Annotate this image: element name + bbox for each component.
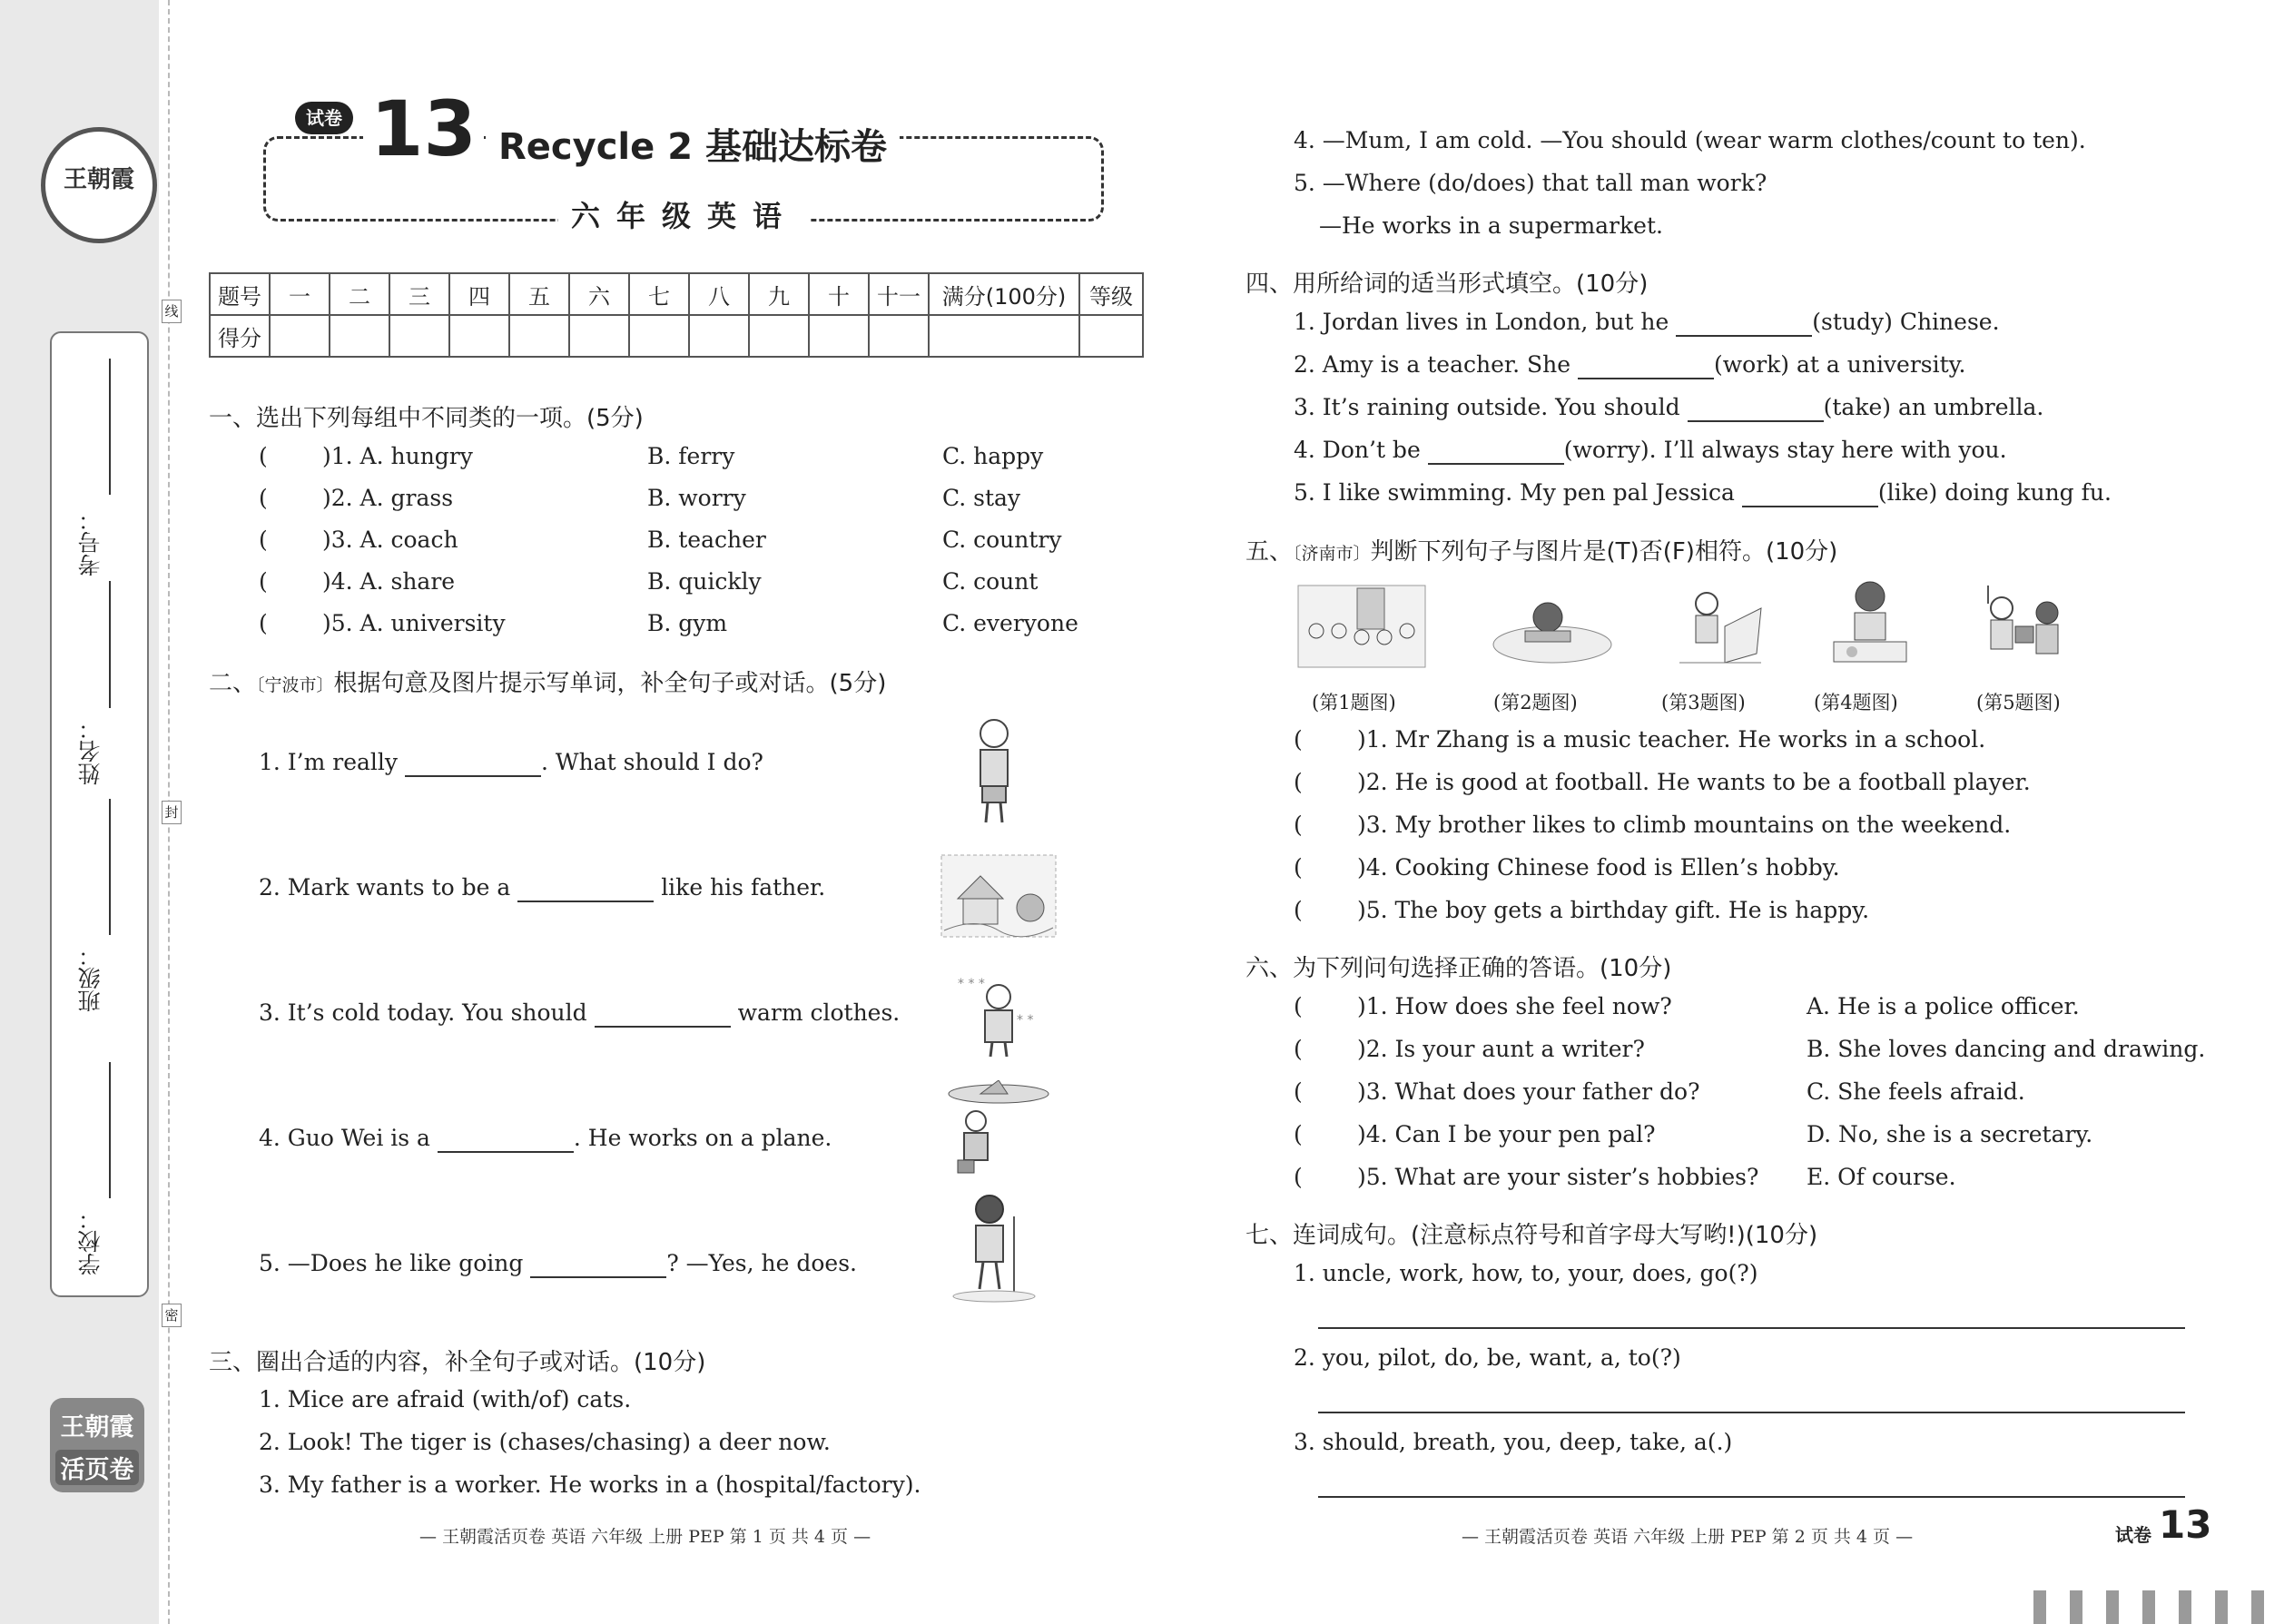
score-header-cell: 七 xyxy=(629,273,689,315)
s5-picture-5 xyxy=(1970,576,2079,672)
section-6-title: 六、为下列问句选择正确的答语。(10分) xyxy=(1245,955,1672,982)
score-cell[interactable] xyxy=(569,315,629,357)
score-cell[interactable] xyxy=(689,315,749,357)
s6-paren[interactable]: ( xyxy=(1294,993,1303,1019)
s5-picture-1 xyxy=(1294,581,1430,672)
s5-caption: (第4题图) xyxy=(1814,692,1898,714)
s5-caption: (第2题图) xyxy=(1493,692,1578,714)
s1-item-a: )5. A. university xyxy=(322,610,506,636)
s6-question: )2. Is your aunt a writer? xyxy=(1357,1036,1645,1062)
footer-right: — 王朝霞活页卷 英语 六年级 上册 PEP 第 2 页 共 4 页 — xyxy=(1462,1527,1914,1547)
s3-item: 5. —Where (do/does) that tall man work? xyxy=(1294,170,1767,196)
s1-item-c: C. everyone xyxy=(942,610,1078,636)
s1-item-a: )1. A. hungry xyxy=(322,443,473,469)
s6-answer: C. She feels afraid. xyxy=(1807,1078,2025,1105)
s4-item xyxy=(1294,394,2043,422)
svg-text:* * *: * * * xyxy=(958,977,985,991)
region-tag: 〔济南市〕 xyxy=(1293,544,1371,564)
section-7-title: 七、连词成句。(注意标点符号和首字母大写哟!)(10分) xyxy=(1245,1222,1818,1249)
s5-paren[interactable]: ( xyxy=(1294,854,1303,881)
stripe xyxy=(2142,1590,2155,1624)
score-header-cell: 等级 xyxy=(1079,273,1143,315)
score-header-cell: 满分(100分) xyxy=(929,273,1079,315)
s3-item: 1. Mice are afraid (with/of) cats. xyxy=(259,1386,632,1412)
stripe xyxy=(2070,1590,2082,1624)
s5-picture-2 xyxy=(1489,586,1616,667)
s2-item-4 xyxy=(259,1125,832,1153)
illustration-farm xyxy=(940,853,1058,940)
student-info-box xyxy=(50,331,149,1297)
s1-item-b: B. ferry xyxy=(647,443,735,469)
s5-caption: (第3题图) xyxy=(1661,692,1746,714)
score-header-cell: 三 xyxy=(389,273,449,315)
s2-blank[interactable] xyxy=(595,999,731,1028)
score-cell[interactable] xyxy=(929,315,1079,357)
exam-number-label: 考号： xyxy=(77,508,103,576)
s1-item-c: C. country xyxy=(942,527,1062,553)
name-label: 姓名： xyxy=(77,717,103,785)
s5-paren[interactable]: ( xyxy=(1294,726,1303,753)
s5-item: )5. The boy gets a birthday gift. He is happy. xyxy=(1357,897,1870,923)
s1-item-b: B. gym xyxy=(647,610,728,636)
s5-picture-4 xyxy=(1820,576,1920,672)
s6-question: )5. What are your sister’s hobbies? xyxy=(1357,1164,1759,1190)
exam-number-field[interactable] xyxy=(109,359,111,495)
s4-pre: 1. Jordan lives in London, but he xyxy=(1294,309,1669,335)
s4-pre: 2. Amy is a teacher. She xyxy=(1294,351,1571,378)
s5-caption: (第1题图) xyxy=(1312,692,1396,714)
s2-item-3 xyxy=(259,999,900,1028)
s1-item-b: B. quickly xyxy=(647,568,762,595)
score-header-cell: 五 xyxy=(509,273,569,315)
s2-blank[interactable] xyxy=(530,1250,666,1278)
s2-post: . He works on a plane. xyxy=(573,1125,832,1151)
score-header-cell: 九 xyxy=(749,273,809,315)
s2-post: . What should I do? xyxy=(541,749,763,775)
s4-blank[interactable] xyxy=(1688,394,1824,422)
s2-item-2 xyxy=(259,874,825,902)
score-cell[interactable] xyxy=(389,315,449,357)
s5-paren[interactable]: ( xyxy=(1294,897,1303,923)
score-header-cell: 十一 xyxy=(869,273,929,315)
score-cell[interactable] xyxy=(270,315,330,357)
school-label: 学校： xyxy=(77,1207,103,1275)
score-header-cell: 十 xyxy=(809,273,869,315)
page-subtitle: 六年级英语 xyxy=(558,193,811,235)
s5-item: )3. My brother likes to climb mountains on the weekend. xyxy=(1357,812,2012,838)
section-5-prefix: 五、 xyxy=(1245,538,1294,566)
class-label: 班级： xyxy=(77,944,103,1012)
illustration-pilot xyxy=(944,1080,1053,1176)
s1-paren[interactable]: ( xyxy=(259,485,268,511)
s6-answer: D. No, she is a secretary. xyxy=(1807,1121,2093,1147)
s7-item: 3. should, breath, you, deep, take, a(.) xyxy=(1294,1429,1733,1455)
section-3-title: 三、圈出合适的内容，补全句子或对话。(10分) xyxy=(209,1349,706,1376)
region-tag: 〔宁波市〕 xyxy=(256,675,334,695)
s4-blank[interactable] xyxy=(1578,351,1714,379)
s1-paren[interactable]: ( xyxy=(259,568,268,595)
s2-item-5 xyxy=(259,1250,857,1278)
s5-item: )2. He is good at football. He wants to be a football player. xyxy=(1357,769,2031,795)
s4-item xyxy=(1294,309,2000,337)
s2-pre: 3. It’s cold today. You should xyxy=(259,999,587,1026)
s3-item: —He works in a supermarket. xyxy=(1319,212,1663,239)
s2-blank[interactable] xyxy=(517,874,654,902)
s6-paren[interactable]: ( xyxy=(1294,1078,1303,1105)
s1-item-b: B. teacher xyxy=(647,527,766,553)
s4-item xyxy=(1294,479,2112,507)
s2-pre: 4. Guo Wei is a xyxy=(259,1125,430,1151)
score-cell[interactable] xyxy=(809,315,869,357)
s3-item: 3. My father is a worker. He works in a (hospital/factory). xyxy=(259,1471,921,1498)
corner-badge: 试卷 xyxy=(2115,1524,2151,1546)
s2-pre: 5. —Does he like going xyxy=(259,1250,524,1276)
score-cell[interactable] xyxy=(749,315,809,357)
score-row-label: 得分 xyxy=(210,315,270,357)
page-title: Recycle 2 基础达标卷 xyxy=(486,118,900,170)
s7-answer-line[interactable] xyxy=(1318,1327,2185,1329)
s1-paren[interactable]: ( xyxy=(259,527,268,553)
s4-pre: 3. It’s raining outside. You should xyxy=(1294,394,1680,420)
s7-answer-line[interactable] xyxy=(1318,1412,2185,1413)
footer-left: — 王朝霞活页卷 英语 六年级 上册 PEP 第 1 页 共 4 页 — xyxy=(419,1527,871,1547)
brand-badge xyxy=(50,1398,144,1492)
s3-item: 4. —Mum, I am cold. —You should (wear warm clothes/count to ten). xyxy=(1294,127,2086,153)
s2-blank[interactable] xyxy=(405,749,541,777)
score-header-cell: 二 xyxy=(330,273,389,315)
s4-post: (worry). I’ll always stay here with you. xyxy=(1563,437,2007,463)
stripe xyxy=(2215,1590,2228,1624)
s1-item-a: )2. A. grass xyxy=(322,485,454,511)
section-5-title xyxy=(1245,533,1837,566)
s7-answer-line[interactable] xyxy=(1318,1496,2185,1498)
section-5-text: 判断下列句子与图片是(T)否(F)相符。(10分) xyxy=(1370,538,1838,566)
s4-post: (work) at a university. xyxy=(1713,351,1966,378)
exam-number: 13 xyxy=(363,91,484,167)
name-field[interactable] xyxy=(109,581,111,708)
s3-item: 2. Look! The tiger is (chases/chasing) a deer now. xyxy=(259,1429,831,1455)
s2-post: warm clothes. xyxy=(737,999,901,1026)
binding-label-seal: 封 xyxy=(162,801,182,824)
s6-paren[interactable]: ( xyxy=(1294,1121,1303,1147)
s1-item-c: C. happy xyxy=(942,443,1044,469)
brand-badge-line2: 活页卷 xyxy=(55,1450,139,1485)
s4-pre: 5. I like swimming. My pen pal Jessica xyxy=(1294,479,1735,506)
s6-answer: E. Of course. xyxy=(1807,1164,1956,1190)
s2-pre: 1. I’m really xyxy=(259,749,399,775)
brand-badge-line1: 王朝霞 xyxy=(60,1413,134,1442)
s4-post: (study) Chinese. xyxy=(1812,309,2000,335)
s4-item xyxy=(1294,437,2007,465)
s2-item-1 xyxy=(259,749,763,777)
score-cell[interactable] xyxy=(1079,315,1143,357)
s7-item: 1. uncle, work, how, to, your, does, go(?) xyxy=(1294,1260,1758,1286)
brand-logo-text: 王朝霞 xyxy=(63,166,134,193)
s4-blank[interactable] xyxy=(1676,309,1812,337)
s6-paren[interactable]: ( xyxy=(1294,1036,1303,1062)
binding-label-close: 密 xyxy=(162,1304,182,1327)
section-2-title: 二、〔宁波市〕根据句意及图片提示写单词，补全句子或对话。(5分) xyxy=(209,670,887,697)
illustration-tired-boy xyxy=(962,715,1026,829)
class-field[interactable] xyxy=(109,799,111,935)
s1-paren[interactable]: ( xyxy=(259,610,268,636)
binding-label-line: 线 xyxy=(162,300,182,323)
score-table xyxy=(209,272,1144,358)
s5-item: )1. Mr Zhang is a music teacher. He works in a school. xyxy=(1357,726,1986,753)
section-1-title: 一、选出下列每组中不同类的一项。(5分) xyxy=(209,405,644,432)
s6-question: )3. What does your father do? xyxy=(1357,1078,1700,1105)
s2-post: ? —Yes, he does. xyxy=(666,1250,857,1276)
score-cell[interactable] xyxy=(330,315,389,357)
score-header-cell: 四 xyxy=(449,273,509,315)
s2-post: like his father. xyxy=(661,874,826,901)
s6-answer: A. He is a police officer. xyxy=(1807,993,2080,1019)
section-2-text: 根据句意及图片提示写单词，补全句子或对话。(5分) xyxy=(333,670,887,697)
s5-paren[interactable]: ( xyxy=(1294,812,1303,838)
illustration-climbing-boy xyxy=(949,1189,1039,1303)
stripe xyxy=(2179,1590,2191,1624)
s4-item xyxy=(1294,351,1965,379)
s1-item-a: )4. A. share xyxy=(322,568,456,595)
s5-item: )4. Cooking Chinese food is Ellen’s hobby. xyxy=(1357,854,1840,881)
s4-pre: 4. Don’t be xyxy=(1294,437,1421,463)
score-cell[interactable] xyxy=(449,315,509,357)
score-cell[interactable] xyxy=(629,315,689,357)
s6-question: )1. How does she feel now? xyxy=(1357,993,1672,1019)
score-header-cell: 题号 xyxy=(210,273,270,315)
s1-item-a: )3. A. coach xyxy=(322,527,458,553)
score-header-cell: 八 xyxy=(689,273,749,315)
svg-text:* *: * * xyxy=(1017,1013,1034,1028)
corner-number: 13 xyxy=(2159,1502,2212,1547)
s2-pre: 2. Mark wants to be a xyxy=(259,874,511,901)
score-header-cell: 六 xyxy=(569,273,629,315)
s7-item: 2. you, pilot, do, be, want, a, to(?) xyxy=(1294,1344,1681,1371)
s4-blank[interactable] xyxy=(1742,479,1878,507)
score-header-cell: 一 xyxy=(270,273,330,315)
stripe xyxy=(2251,1590,2264,1624)
s1-item-c: C. stay xyxy=(942,485,1021,511)
s1-paren[interactable]: ( xyxy=(259,443,268,469)
s4-post: (take) an umbrella. xyxy=(1823,394,2044,420)
s1-item-c: C. count xyxy=(942,568,1039,595)
stripe xyxy=(2106,1590,2119,1624)
score-cell[interactable] xyxy=(509,315,569,357)
s5-caption: (第5题图) xyxy=(1976,692,2061,714)
s5-paren[interactable]: ( xyxy=(1294,769,1303,795)
s2-blank[interactable] xyxy=(438,1125,574,1153)
s4-blank[interactable] xyxy=(1428,437,1564,465)
brand-logo xyxy=(41,127,157,243)
s4-post: (like) doing kung fu. xyxy=(1877,479,2112,506)
illustration-cold-weather xyxy=(949,969,1049,1060)
score-cell[interactable] xyxy=(869,315,929,357)
exam-badge: 试卷 xyxy=(295,102,353,134)
section-4-title: 四、用所给词的适当形式填空。(10分) xyxy=(1245,271,1649,298)
s1-item-b: B. worry xyxy=(647,485,746,511)
s6-question: )4. Can I be your pen pal? xyxy=(1357,1121,1656,1147)
s5-picture-3 xyxy=(1670,581,1770,672)
s6-paren[interactable]: ( xyxy=(1294,1164,1303,1190)
stripe xyxy=(2033,1590,2046,1624)
s6-answer: B. She loves dancing and drawing. xyxy=(1807,1036,2206,1062)
school-field[interactable] xyxy=(109,1062,111,1198)
